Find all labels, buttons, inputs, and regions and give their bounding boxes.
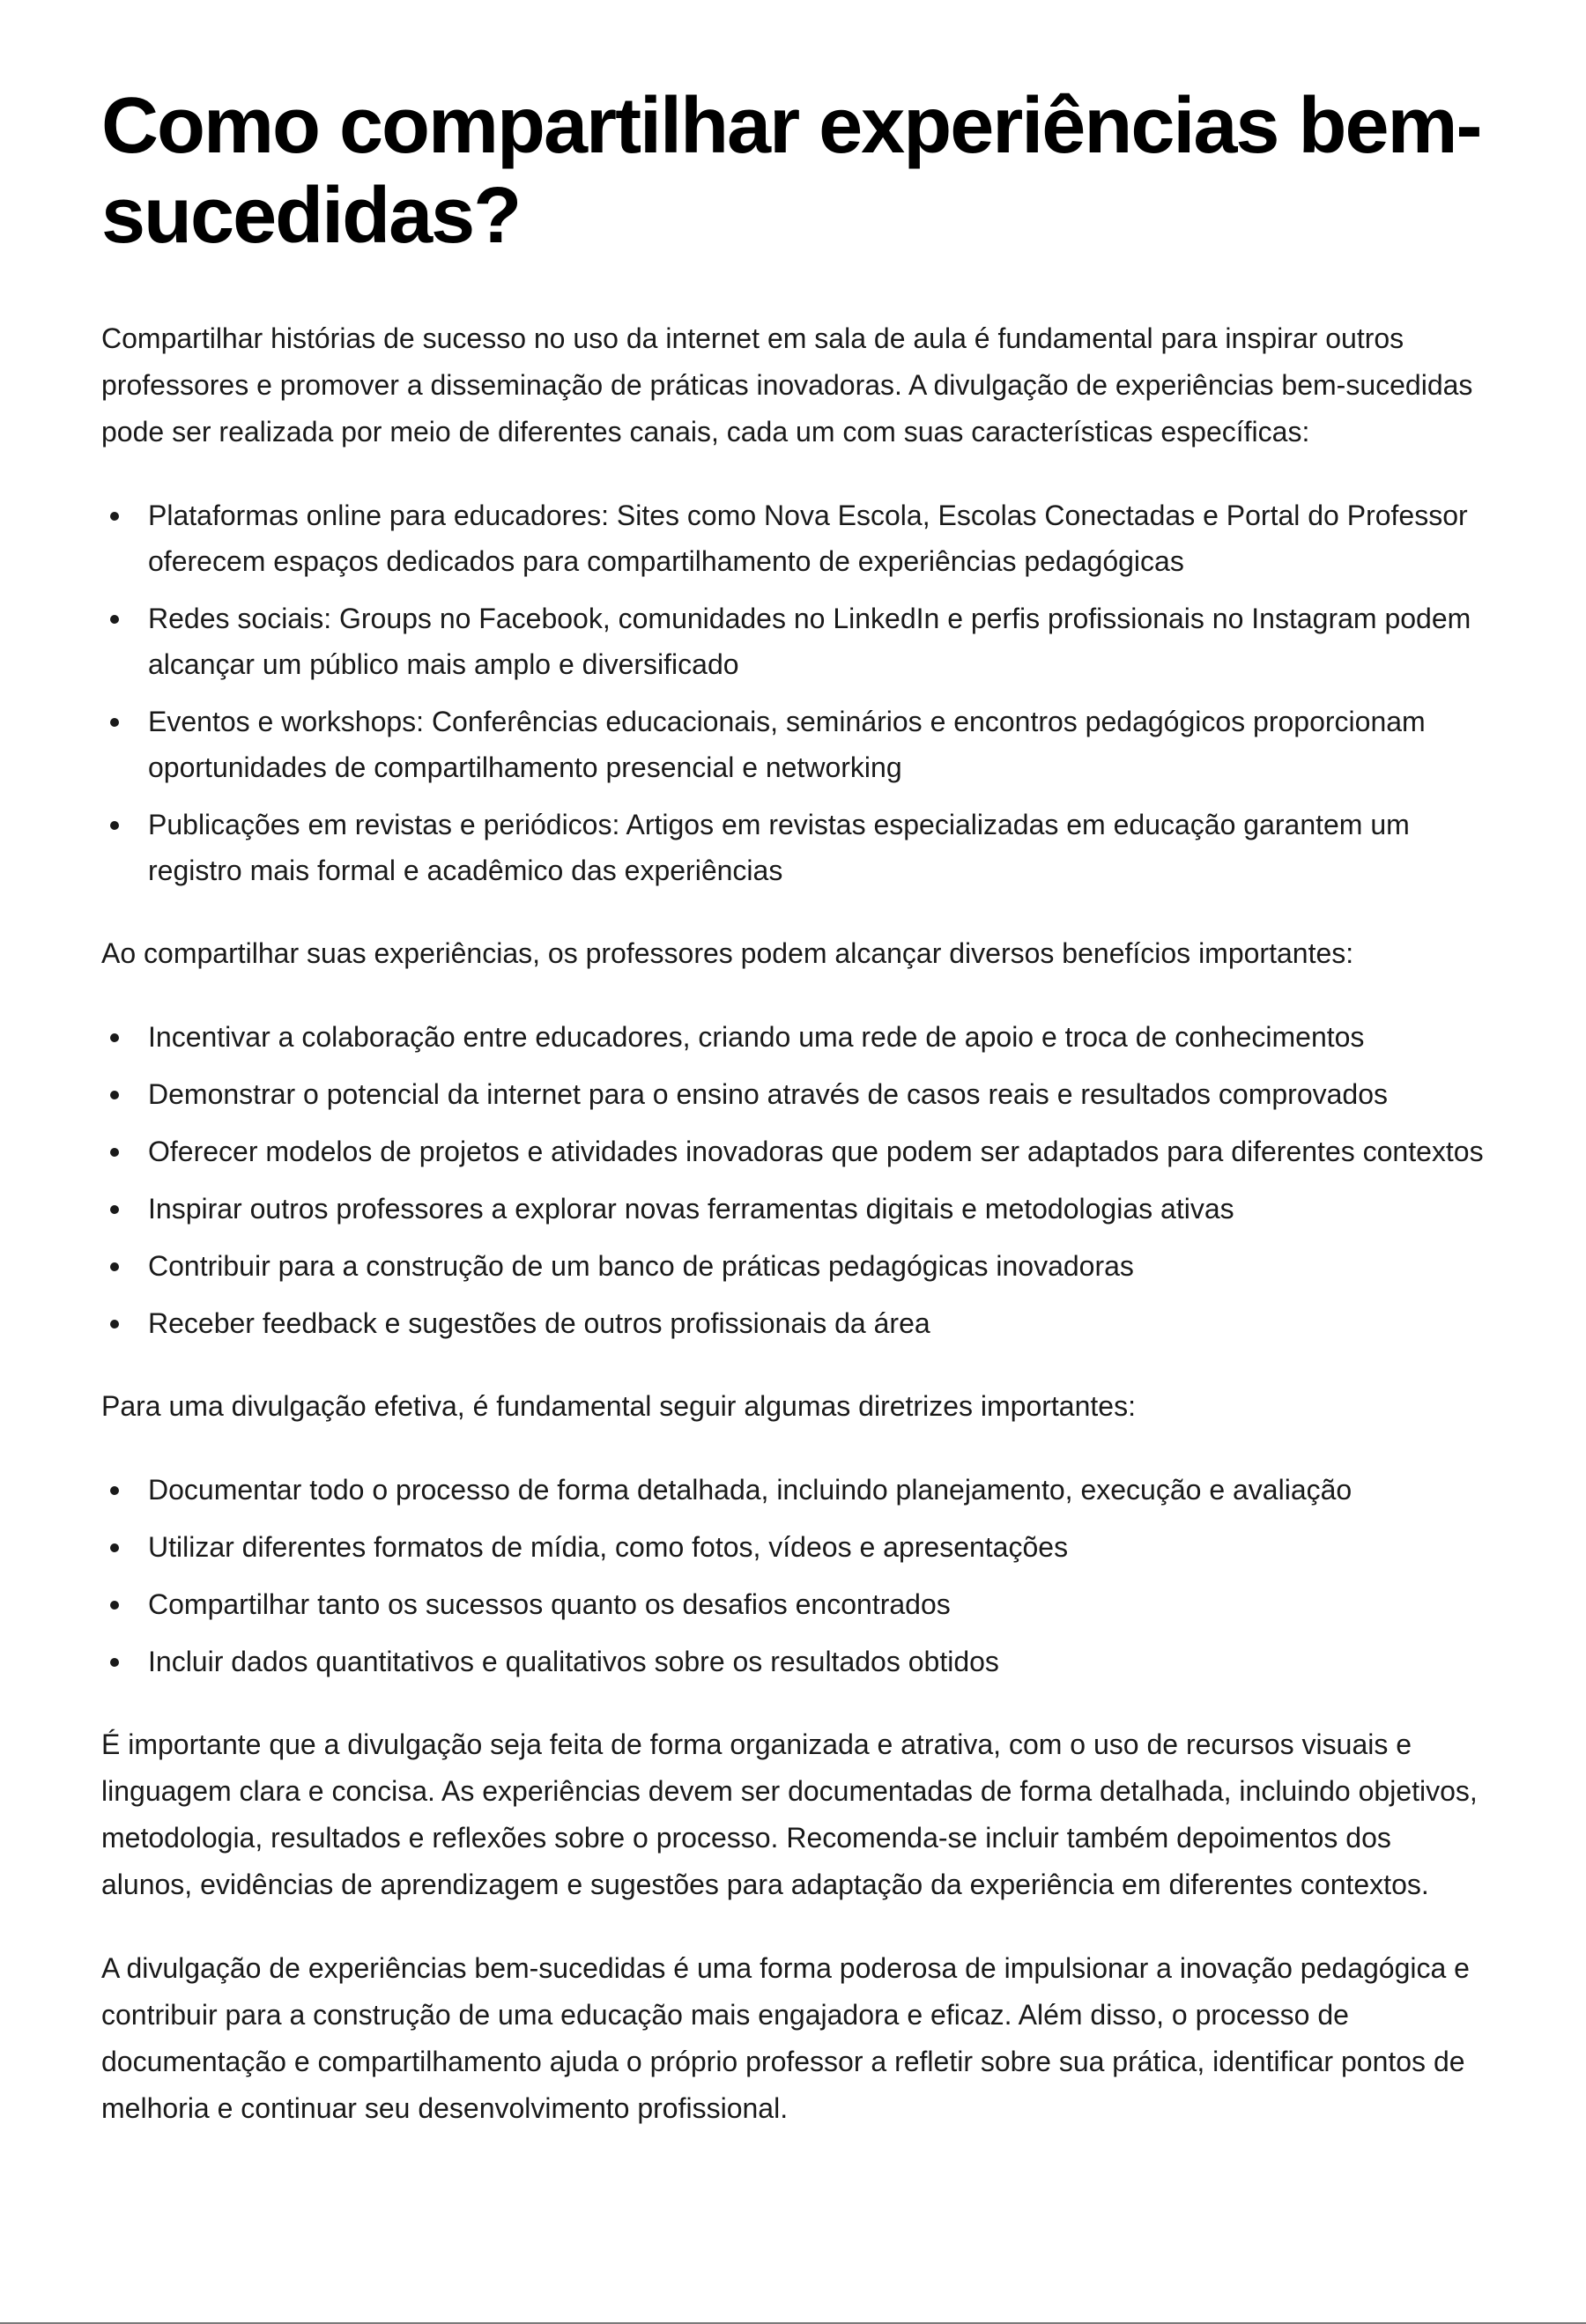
list-item: Contribuir para a construção de um banco de práticas pedagógicas inovadoras xyxy=(101,1243,1489,1289)
list-item: Inspirar outros professores a explorar novas ferramentas digitais e metodologias ativas xyxy=(101,1186,1489,1232)
list-item: Oferecer modelos de projetos e atividades inovadoras que podem ser adaptados para diferentes contextos xyxy=(101,1129,1489,1174)
intro-paragraph: Compartilhar histórias de sucesso no uso da internet em sala de aula é fundamental para inspirar outros professores e promover a disseminação de práticas inovadoras. A divulgação de experiências bem-sucedidas pode ser realizada por meio de diferentes canais, cada um com suas características específicas: xyxy=(101,322,1473,448)
list-item: Plataformas online para educadores: Sites como Nova Escola, Escolas Conectadas e Portal do Professor oferecem espaços dedicados para compartilhamento de experiências pedagógicas xyxy=(101,492,1489,584)
benefits-list xyxy=(101,1014,1489,1346)
list-item: Demonstrar o potencial da internet para o ensino através de casos reais e resultados comprovados xyxy=(101,1071,1489,1117)
list-item: Documentar todo o processo de forma detalhada, incluindo planejamento, execução e avaliação xyxy=(101,1467,1489,1513)
list-item: Compartilhar tanto os sucessos quanto os desafios encontrados xyxy=(101,1581,1489,1627)
list-item: Incentivar a colaboração entre educadores, criando uma rede de apoio e troca de conhecimentos xyxy=(101,1014,1489,1060)
list-item: Receber feedback e sugestões de outros profissionais da área xyxy=(101,1300,1489,1346)
list-item: Eventos e workshops: Conferências educacionais, seminários e encontros pedagógicos proporcionam oportunidades de compartilhamento presencial e networking xyxy=(101,699,1489,790)
list-item: Publicações em revistas e periódicos: Artigos em revistas especializadas em educação garantem um registro mais formal e acadêmico das experiências xyxy=(101,802,1489,893)
channels-list xyxy=(101,492,1489,893)
guidelines-list xyxy=(101,1467,1489,1684)
guidelines-intro-paragraph: Para uma divulgação efetiva, é fundamental seguir algumas diretrizes importantes: xyxy=(101,1390,1136,1422)
page-title: Como compartilhar experiências bem-sucedidas? xyxy=(101,82,1481,260)
organization-paragraph: É importante que a divulgação seja feita de forma organizada e atrativa, com o uso de recursos visuais e linguagem clara e concisa. As experiências devem ser documentadas de forma detalhada, incluindo objetivos, metodologia, resultados e reflexões sobre o processo. Recomenda-se incluir também depoimentos dos alunos, evidências de aprendizagem e sugestões para adaptação da experiência em diferentes contextos. xyxy=(101,1728,1478,1900)
list-item: Utilizar diferentes formatos de mídia, como fotos, vídeos e apresentações xyxy=(101,1524,1489,1570)
conclusion-paragraph: A divulgação de experiências bem-sucedidas é uma forma poderosa de impulsionar a inovação pedagógica e contribuir para a construção de uma educação mais engajadora e eficaz. Além disso, o processo de documentação e compartilhamento ajuda o próprio professor a refletir sobre sua prática, identificar pontos de melhoria e continuar seu desenvolvimento profissional. xyxy=(101,1952,1470,2124)
list-item: Incluir dados quantitativos e qualitativos sobre os resultados obtidos xyxy=(101,1639,1489,1684)
document-page xyxy=(101,81,1489,2169)
list-item: Redes sociais: Groups no Facebook, comunidades no LinkedIn e perfis profissionais no Instagram podem alcançar um público mais amplo e diversificado xyxy=(101,596,1489,687)
benefits-intro-paragraph: Ao compartilhar suas experiências, os professores podem alcançar diversos benefícios importantes: xyxy=(101,937,1354,969)
